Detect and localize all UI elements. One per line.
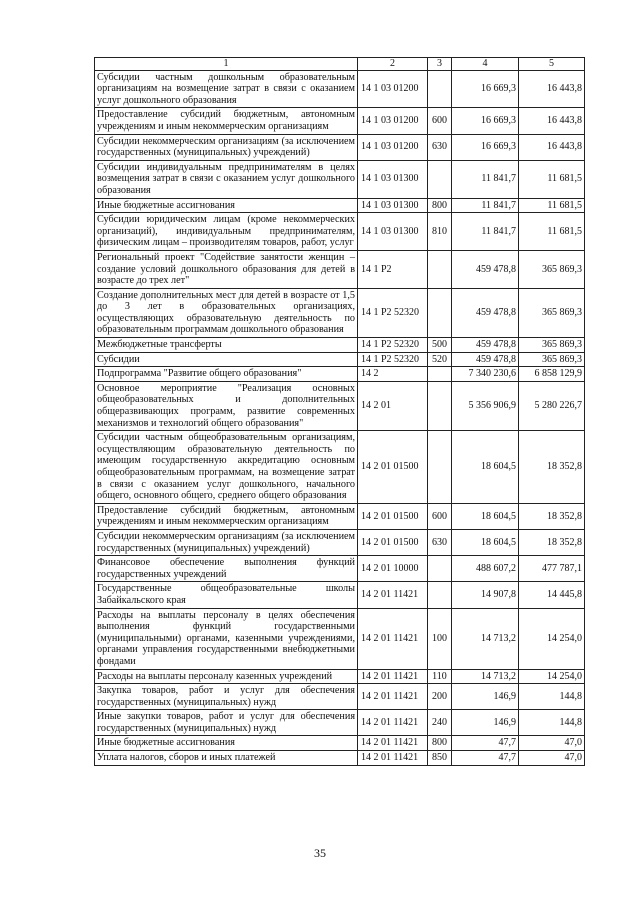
row-value-5-cell: 11 681,5: [519, 213, 585, 251]
row-name-cell: Расходы на выплаты персоналу казенных учреждений: [95, 669, 358, 684]
row-name-cell: Иные бюджетные ассигнования: [95, 736, 358, 751]
table-row: [95, 751, 585, 766]
row-value-5-cell: 144,8: [519, 710, 585, 736]
row-value-4-cell: 459 478,8: [452, 250, 519, 288]
row-value-4-cell: 16 669,3: [452, 134, 519, 160]
row-code-cell: 14 2 01 11421: [358, 751, 428, 766]
row-kind-cell: [428, 70, 452, 108]
row-value-5-cell: 18 352,8: [519, 529, 585, 555]
row-code-cell: 14 2 01 01500: [358, 529, 428, 555]
row-value-5-cell: 16 443,8: [519, 70, 585, 108]
table-row: [95, 431, 585, 504]
table-row: [95, 367, 585, 382]
row-value-4-cell: 14 907,8: [452, 582, 519, 608]
row-name-cell: Расходы на выплаты персоналу в целях обеспечения выполнения функций государственными (муниципальными) органами, казенными учреждениями, органами управления государственными внебюджетными фондами: [95, 608, 358, 669]
row-value-4-cell: 459 478,8: [452, 338, 519, 353]
row-value-5-cell: 144,8: [519, 684, 585, 710]
row-kind-cell: 110: [428, 669, 452, 684]
row-value-5-cell: 365 869,3: [519, 338, 585, 353]
row-code-cell: 14 2 01 11421: [358, 669, 428, 684]
row-name-cell: Субсидии юридическим лицам (кроме некоммерческих организаций), индивидуальным предпринимателям, физическим лицам – производителям товаров, работ, услуг: [95, 213, 358, 251]
table-row: [95, 70, 585, 108]
row-kind-cell: 520: [428, 352, 452, 367]
row-kind-cell: 100: [428, 608, 452, 669]
table-row: [95, 503, 585, 529]
row-value-4-cell: 488 607,2: [452, 556, 519, 582]
row-code-cell: 14 2 01 11421: [358, 608, 428, 669]
row-kind-cell: [428, 367, 452, 382]
page-number: 35: [314, 846, 326, 860]
row-value-5-cell: 5 280 226,7: [519, 381, 585, 430]
table-row: [95, 160, 585, 198]
row-kind-cell: [428, 381, 452, 430]
row-kind-cell: [428, 556, 452, 582]
table-row: [95, 108, 585, 134]
table-row: [95, 556, 585, 582]
row-code-cell: 14 2 01 11421: [358, 710, 428, 736]
table-row: [95, 710, 585, 736]
row-code-cell: 14 2: [358, 367, 428, 382]
table-row: [95, 582, 585, 608]
row-name-cell: Иные бюджетные ассигнования: [95, 198, 358, 213]
table-row: [95, 338, 585, 353]
row-value-5-cell: 16 443,8: [519, 108, 585, 134]
row-value-5-cell: 14 254,0: [519, 608, 585, 669]
row-value-4-cell: 16 669,3: [452, 70, 519, 108]
header-cell-3: 3: [428, 58, 452, 71]
row-name-cell: Межбюджетные трансферты: [95, 338, 358, 353]
row-code-cell: 14 2 01: [358, 381, 428, 430]
row-value-4-cell: 146,9: [452, 684, 519, 710]
row-value-5-cell: 47,0: [519, 751, 585, 766]
row-name-cell: Субсидии некоммерческим организациям (за исключением государственных (муниципальных) учреждений): [95, 134, 358, 160]
header-cell-2: 2: [358, 58, 428, 71]
row-kind-cell: [428, 250, 452, 288]
row-value-4-cell: 11 841,7: [452, 198, 519, 213]
row-code-cell: 14 1 P2 52320: [358, 338, 428, 353]
row-kind-cell: 200: [428, 684, 452, 710]
row-value-4-cell: 47,7: [452, 736, 519, 751]
row-kind-cell: 630: [428, 134, 452, 160]
row-value-4-cell: 146,9: [452, 710, 519, 736]
row-kind-cell: 810: [428, 213, 452, 251]
row-value-4-cell: 16 669,3: [452, 108, 519, 134]
row-value-4-cell: 18 604,5: [452, 503, 519, 529]
row-value-4-cell: 11 841,7: [452, 213, 519, 251]
row-name-cell: Основное мероприятие "Реализация основных общеобразовательных и дополнительных общеразвивающих программ, развитие современных механизмов и технологий общего образования": [95, 381, 358, 430]
table-row: [95, 669, 585, 684]
row-value-4-cell: 18 604,5: [452, 431, 519, 504]
table-row: [95, 250, 585, 288]
row-name-cell: Субсидии некоммерческим организациям (за исключением государственных (муниципальных) учреждений): [95, 529, 358, 555]
header-cell-4: 4: [452, 58, 519, 71]
table-row: [95, 352, 585, 367]
row-kind-cell: 800: [428, 736, 452, 751]
row-name-cell: Подпрограмма "Развитие общего образования": [95, 367, 358, 382]
row-value-5-cell: 14 445,8: [519, 582, 585, 608]
row-name-cell: Иные закупки товаров, работ и услуг для обеспечения государственных (муниципальных) нужд: [95, 710, 358, 736]
row-code-cell: 14 1 P2 52320: [358, 352, 428, 367]
row-value-4-cell: 14 713,2: [452, 669, 519, 684]
row-value-5-cell: 477 787,1: [519, 556, 585, 582]
row-code-cell: 14 2 01 11421: [358, 684, 428, 710]
row-value-4-cell: 459 478,8: [452, 352, 519, 367]
row-code-cell: 14 2 01 10000: [358, 556, 428, 582]
row-code-cell: 14 1 P2: [358, 250, 428, 288]
row-name-cell: Субсидии: [95, 352, 358, 367]
row-value-4-cell: 14 713,2: [452, 608, 519, 669]
row-value-5-cell: 18 352,8: [519, 503, 585, 529]
row-value-4-cell: 11 841,7: [452, 160, 519, 198]
row-name-cell: Финансовое обеспечение выполнения функций государственных учреждений: [95, 556, 358, 582]
row-value-5-cell: 14 254,0: [519, 669, 585, 684]
row-code-cell: 14 1 03 01200: [358, 134, 428, 160]
row-kind-cell: 500: [428, 338, 452, 353]
table-row: [95, 288, 585, 337]
table-row: [95, 134, 585, 160]
header-cell-1: 1: [95, 58, 358, 71]
header-row: [95, 58, 585, 71]
row-code-cell: 14 1 03 01200: [358, 108, 428, 134]
row-name-cell: Закупка товаров, работ и услуг для обеспечения государственных (муниципальных) нужд: [95, 684, 358, 710]
row-kind-cell: 240: [428, 710, 452, 736]
row-value-4-cell: 459 478,8: [452, 288, 519, 337]
row-value-5-cell: 16 443,8: [519, 134, 585, 160]
row-value-5-cell: 47,0: [519, 736, 585, 751]
row-kind-cell: 800: [428, 198, 452, 213]
row-name-cell: Субсидии частным дошкольным образовательным организациям на возмещение затрат в связи с оказанием услуг дошкольного образования: [95, 70, 358, 108]
row-value-5-cell: 11 681,5: [519, 160, 585, 198]
row-code-cell: 14 1 03 01300: [358, 160, 428, 198]
table-row: [95, 608, 585, 669]
table-body: [95, 58, 585, 766]
row-code-cell: 14 1 03 01200: [358, 70, 428, 108]
row-value-4-cell: 47,7: [452, 751, 519, 766]
header-cell-5: 5: [519, 58, 585, 71]
row-code-cell: 14 2 01 11421: [358, 736, 428, 751]
row-value-4-cell: 18 604,5: [452, 529, 519, 555]
row-value-5-cell: 18 352,8: [519, 431, 585, 504]
row-name-cell: Субсидии индивидуальным предпринимателям в целях возмещения затрат в связи с оказанием услуг дошкольного образования: [95, 160, 358, 198]
row-value-5-cell: 6 858 129,9: [519, 367, 585, 382]
table-row: [95, 213, 585, 251]
row-code-cell: 14 2 01 11421: [358, 582, 428, 608]
row-kind-cell: [428, 160, 452, 198]
row-kind-cell: [428, 582, 452, 608]
row-name-cell: Создание дополнительных мест для детей в возрасте от 1,5 до 3 лет в образовательных организациях, осуществляющих образовательную деятельность по образовательным программам дошкольного образования: [95, 288, 358, 337]
row-value-4-cell: 5 356 906,9: [452, 381, 519, 430]
row-name-cell: Уплата налогов, сборов и иных платежей: [95, 751, 358, 766]
row-name-cell: Предоставление субсидий бюджетным, автономным учреждениям и иным некоммерческим организациям: [95, 108, 358, 134]
row-value-4-cell: 7 340 230,6: [452, 367, 519, 382]
row-code-cell: 14 1 03 01300: [358, 213, 428, 251]
row-name-cell: Субсидии частным общеобразовательным организациям, осуществляющим образовательную деятельность по имеющим государственную аккредитацию основным общеобразовательным программам, на возмещение затрат в связи с оказанием услуг дошкольного, начального общего, основного общего, среднего общего образования: [95, 431, 358, 504]
row-name-cell: Предоставление субсидий бюджетным, автономным учреждениям и иным некоммерческим организациям: [95, 503, 358, 529]
table-row: [95, 381, 585, 430]
table-row: [95, 198, 585, 213]
table-row: [95, 736, 585, 751]
row-kind-cell: 850: [428, 751, 452, 766]
row-code-cell: 14 1 03 01300: [358, 198, 428, 213]
row-kind-cell: [428, 288, 452, 337]
row-kind-cell: 600: [428, 108, 452, 134]
row-value-5-cell: 365 869,3: [519, 352, 585, 367]
row-kind-cell: [428, 431, 452, 504]
row-value-5-cell: 365 869,3: [519, 250, 585, 288]
row-value-5-cell: 365 869,3: [519, 288, 585, 337]
row-code-cell: 14 2 01 01500: [358, 431, 428, 504]
row-kind-cell: 630: [428, 529, 452, 555]
budget-table: [94, 57, 585, 766]
row-name-cell: Региональный проект "Содействие занятости женщин – создание условий дошкольного образования для детей в возрасте до трех лет": [95, 250, 358, 288]
table-row: [95, 684, 585, 710]
row-code-cell: 14 2 01 01500: [358, 503, 428, 529]
row-name-cell: Государственные общеобразовательные школы Забайкальского края: [95, 582, 358, 608]
row-kind-cell: 600: [428, 503, 452, 529]
row-value-5-cell: 11 681,5: [519, 198, 585, 213]
table-row: [95, 529, 585, 555]
row-code-cell: 14 1 P2 52320: [358, 288, 428, 337]
